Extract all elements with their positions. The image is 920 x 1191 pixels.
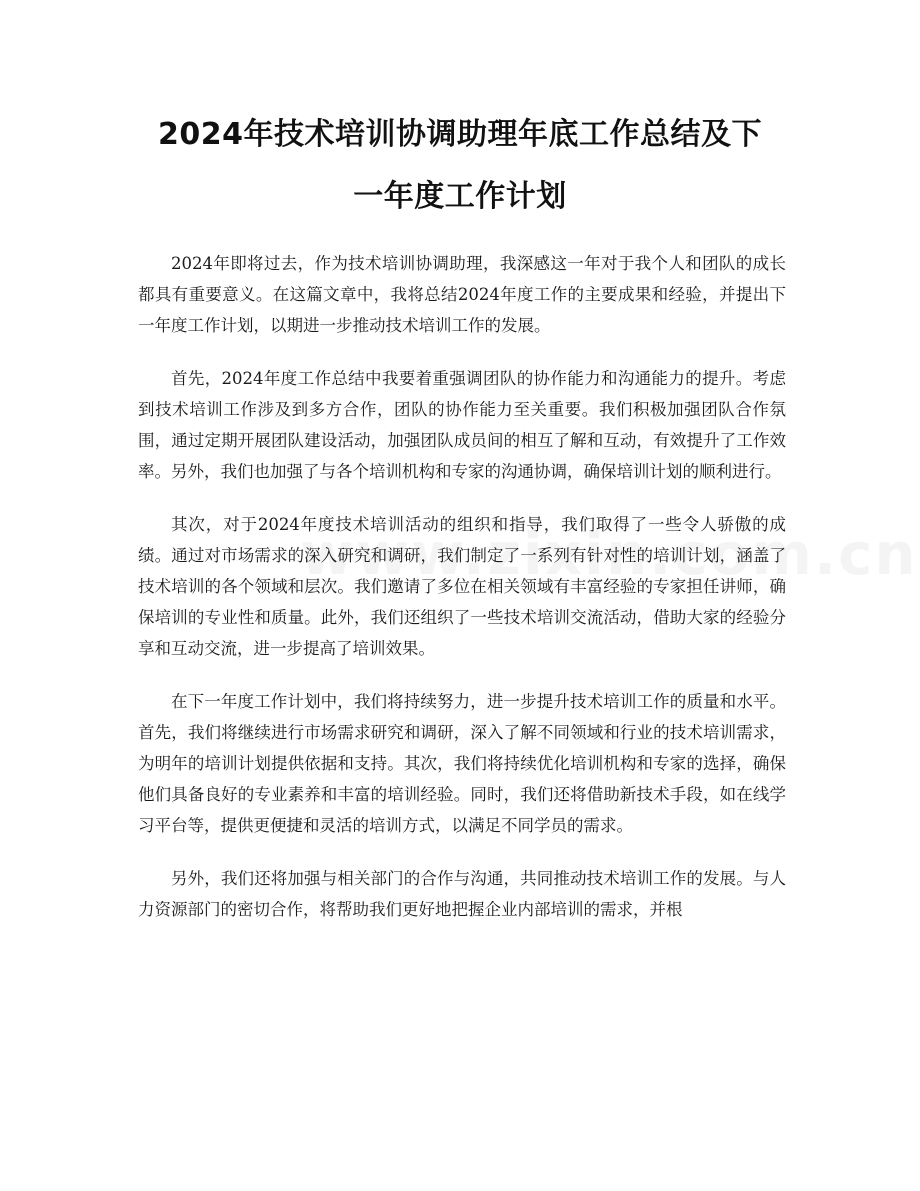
- document-body: [138, 248, 786, 947]
- paragraph-training-activities: 其次，对于2024年度技术培训活动的组织和指导，我们取得了一些令人骄傲的成绩。通过对市场需求的深入研究和调研，我们制定了一系列有针对性的培训计划，涵盖了技术培训的各个领域和层次。我们邀请了多位在相关领域有丰富经验的专家担任讲师，确保培训的专业性和质量。此外，我们还组织了一些技术培训交流活动，借助大家的经验分享和互动交流，进一步提高了培训效果。: [138, 515, 786, 658]
- paragraph-cooperation: 另外，我们还将加强与相关部门的合作与沟通，共同推动技术培训工作的发展。与人力资源部门的密切合作，将帮助我们更好地把握企业内部培训的需求，并根: [138, 869, 786, 919]
- paragraph-intro: 2024年即将过去，作为技术培训协调助理，我深感这一年对于我个人和团队的成长都具有重要意义。在这篇文章中，我将总结2024年度工作的主要成果和经验，并提出下一年度工作计划，以期进一步推动技术培训工作的发展。: [138, 254, 786, 335]
- title-line-1: 2024年技术培训协调助理年底工作总结及下: [158, 117, 762, 152]
- document-title: [100, 104, 820, 228]
- paragraph-next-year-plan: 在下一年度工作计划中，我们将持续努力，进一步提升技术培训工作的质量和水平。首先，我们将继续进行市场需求研究和调研，深入了解不同领域和行业的技术培训需求，为明年的培训计划提供依据和支持。其次，我们将持续优化培训机构和专家的选择，确保他们具备良好的专业素养和丰富的培训经验。同时，我们还将借助新技术手段，如在线学习平台等，提供更便捷和灵活的培训方式，以满足不同学员的需求。: [138, 692, 786, 835]
- title-line-2: 一年度工作计划: [353, 179, 567, 214]
- paragraph-teamwork: 首先，2024年度工作总结中我要着重强调团队的协作能力和沟通能力的提升。考虑到技术培训工作涉及到多方合作，团队的协作能力至关重要。我们积极加强团队合作氛围，通过定期开展团队建设活动，加强团队成员间的相互了解和互动，有效提升了工作效率。另外，我们也加强了与各个培训机构和专家的沟通协调，确保培训计划的顺利进行。: [138, 369, 786, 481]
